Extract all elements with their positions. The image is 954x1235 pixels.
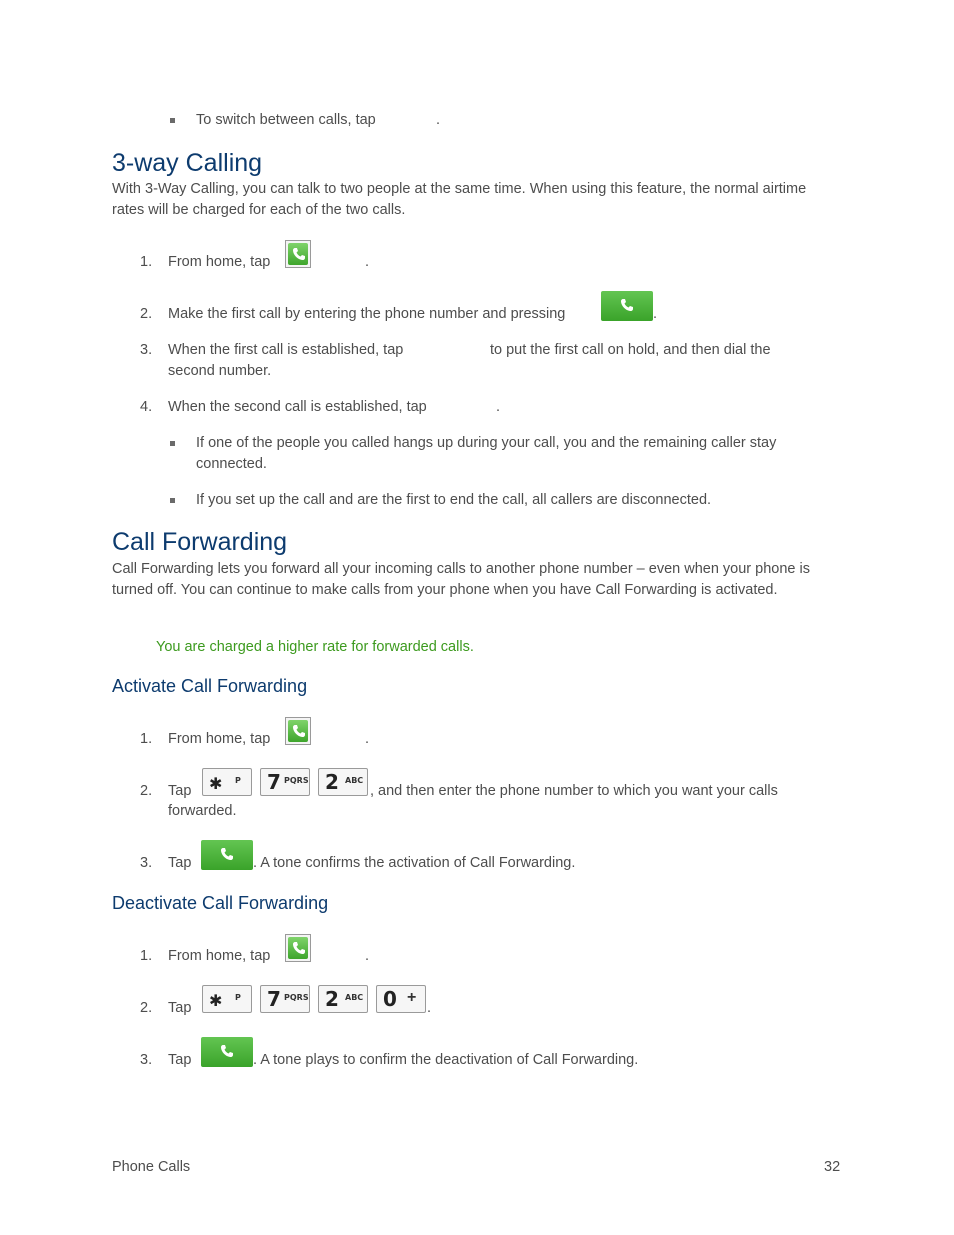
step-text: From home, tap	[168, 254, 271, 270]
page-number: 32	[824, 1159, 841, 1175]
step-text-continued: . A tone confirms the activation of Call Forwarding.	[253, 855, 576, 871]
two-key-letters: ABC	[345, 993, 364, 1002]
step-text-line2: second number.	[168, 363, 272, 379]
phone-app-icon[interactable]	[285, 717, 311, 745]
call-forwarding-intro: Call Forwarding lets you forward all your incoming calls to another phone number – even when your phone is turned off. You can continue to make calls from your phone when you have Call Forwarding is activated.	[112, 561, 810, 598]
step-number: 3.	[140, 342, 153, 358]
step-tail: .	[427, 1000, 432, 1016]
step-text: When the second call is established, tap	[168, 399, 427, 415]
step-number: 1.	[140, 731, 153, 747]
star-key-letter: P	[235, 993, 241, 1002]
step-tail: .	[365, 731, 370, 747]
step-number: 1.	[140, 254, 153, 270]
zero-key-digit: 0	[383, 987, 397, 1011]
step-text: Tap	[168, 783, 192, 799]
step-text-continued: . A tone plays to confirm the deactivation of Call Forwarding.	[253, 1052, 639, 1068]
zero-key[interactable]	[376, 985, 426, 1013]
bullet-text-line2: connected.	[196, 456, 267, 472]
step-text: Tap	[168, 855, 192, 871]
seven-key-letters: PQRS	[284, 776, 309, 785]
three-way-heading: 3-way Calling	[112, 149, 263, 177]
step-text-line2: forwarded.	[168, 803, 237, 819]
star-key-letter: P	[235, 776, 241, 785]
step-number: 2.	[140, 783, 153, 799]
phone-app-icon[interactable]	[285, 240, 311, 268]
step-number: 2.	[140, 306, 153, 322]
call-button-icon[interactable]	[601, 291, 653, 321]
activate-heading: Activate Call Forwarding	[112, 676, 308, 696]
bullet-marker	[170, 118, 175, 123]
two-key-letters: ABC	[345, 776, 364, 785]
step-text: Tap	[168, 1052, 192, 1068]
call-button-icon[interactable]	[201, 1037, 253, 1067]
step-number: 3.	[140, 855, 153, 871]
call-forwarding-heading: Call Forwarding	[112, 528, 288, 556]
step-text: Tap	[168, 1000, 192, 1016]
zero-key-plus: +	[407, 989, 417, 1006]
star-key[interactable]	[202, 985, 252, 1013]
step-number: 1.	[140, 948, 153, 964]
step-text: Make the first call by entering the phone number and pressing	[168, 306, 566, 322]
two-key[interactable]	[318, 985, 368, 1013]
footer-section: Phone Calls	[112, 1159, 191, 1175]
seven-key-digit: 7	[267, 987, 281, 1011]
deactivate-heading: Deactivate Call Forwarding	[112, 893, 329, 913]
bullet-marker	[170, 498, 175, 503]
step-tail: .	[496, 399, 501, 415]
bullet-marker	[170, 441, 175, 446]
seven-key[interactable]	[260, 985, 310, 1013]
step-text-continued: , and then enter the phone number to which you want your calls	[370, 783, 778, 799]
seven-key-digit: 7	[267, 770, 281, 794]
step-text: From home, tap	[168, 731, 271, 747]
step-number: 4.	[140, 399, 153, 415]
switch-calls-tail: .	[436, 112, 441, 128]
star-key-symbol: ✱	[209, 991, 223, 1010]
step-number: 2.	[140, 1000, 153, 1016]
step-tail: .	[365, 948, 370, 964]
seven-key[interactable]	[260, 768, 310, 796]
step-text: From home, tap	[168, 948, 271, 964]
call-button-icon[interactable]	[201, 840, 253, 870]
star-key[interactable]	[202, 768, 252, 796]
switch-calls-text: To switch between calls, tap	[196, 112, 376, 128]
step-text: When the first call is established, tap	[168, 342, 404, 358]
seven-key-letters: PQRS	[284, 993, 309, 1002]
two-key-digit: 2	[325, 987, 339, 1011]
rate-note: You are charged a higher rate for forwarded calls.	[156, 639, 474, 655]
step-text-continued: to put the first call on hold, and then dial the	[490, 342, 771, 358]
two-key[interactable]	[318, 768, 368, 796]
step-number: 3.	[140, 1052, 153, 1068]
bullet-text: If one of the people you called hangs up during your call, you and the remaining caller stay	[196, 435, 777, 451]
star-key-symbol: ✱	[209, 774, 223, 793]
step-tail: .	[653, 306, 658, 322]
two-key-digit: 2	[325, 770, 339, 794]
bullet-text: If you set up the call and are the first to end the call, all callers are disconnected.	[196, 492, 712, 508]
phone-app-icon[interactable]	[285, 934, 311, 962]
step-tail: .	[365, 254, 370, 270]
three-way-intro: With 3-Way Calling, you can talk to two people at the same time. When using this feature, the normal airtime rates will be charged for each of the two calls.	[112, 181, 807, 218]
